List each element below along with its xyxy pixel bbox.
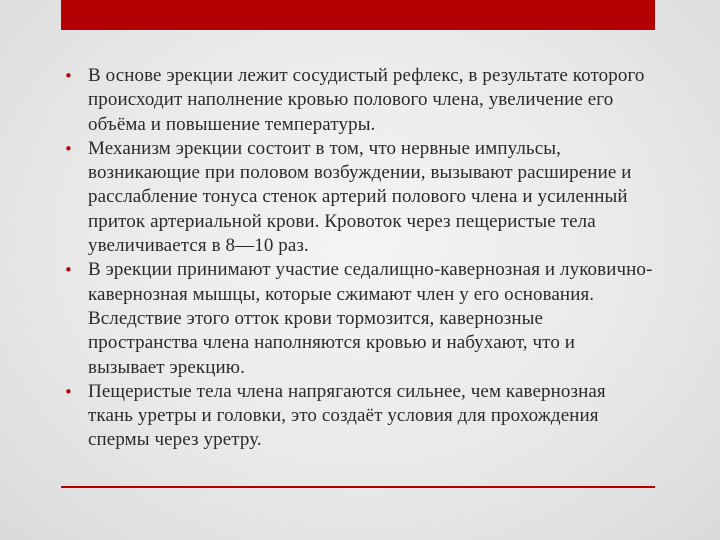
bullet-text: В эрекции принимают участие седалищно-кавернозная и луковично-кавернозная мышцы, которые сжимают член у его основания. Вследствие этого отток крови тормозится, кавернозные пространства члена наполняются кровью и набухают, что и вызывает эрекцию. xyxy=(88,259,653,378)
bullet-text: Пещеристые тела члена напрягаются сильнее, чем кавернозная ткань уретры и головки, это создаёт условия для прохождения спермы через уретру. xyxy=(88,380,606,451)
slide-content xyxy=(62,64,654,453)
bullet-icon: • xyxy=(64,261,73,280)
bullet-icon: • xyxy=(64,382,73,401)
bullet-list xyxy=(62,64,654,453)
bullet-text: В основе эрекции лежит сосудистый рефлекс, в результате которого происходит наполнение кровью полового члена, увеличение его объёма и повышение температуры. xyxy=(88,65,645,135)
bullet-item xyxy=(62,64,654,137)
bullet-icon: • xyxy=(64,67,73,85)
bullet-icon: • xyxy=(64,139,73,158)
top-accent-bar xyxy=(61,0,655,30)
bullet-text: Механизм эрекции состоит в том, что нервные импульсы, возникающие при половом возбуждении, вызывают расширение и расслабление тонуса стенок артерий полового члена и усиленный приток артериальной крови. Кровоток через пещеристые тела увеличивается в 8—10 раз. xyxy=(88,137,632,257)
bullet-item xyxy=(62,380,654,453)
bullet-item xyxy=(62,258,654,379)
bullet-item xyxy=(62,137,654,258)
bottom-accent-rule xyxy=(61,486,655,488)
